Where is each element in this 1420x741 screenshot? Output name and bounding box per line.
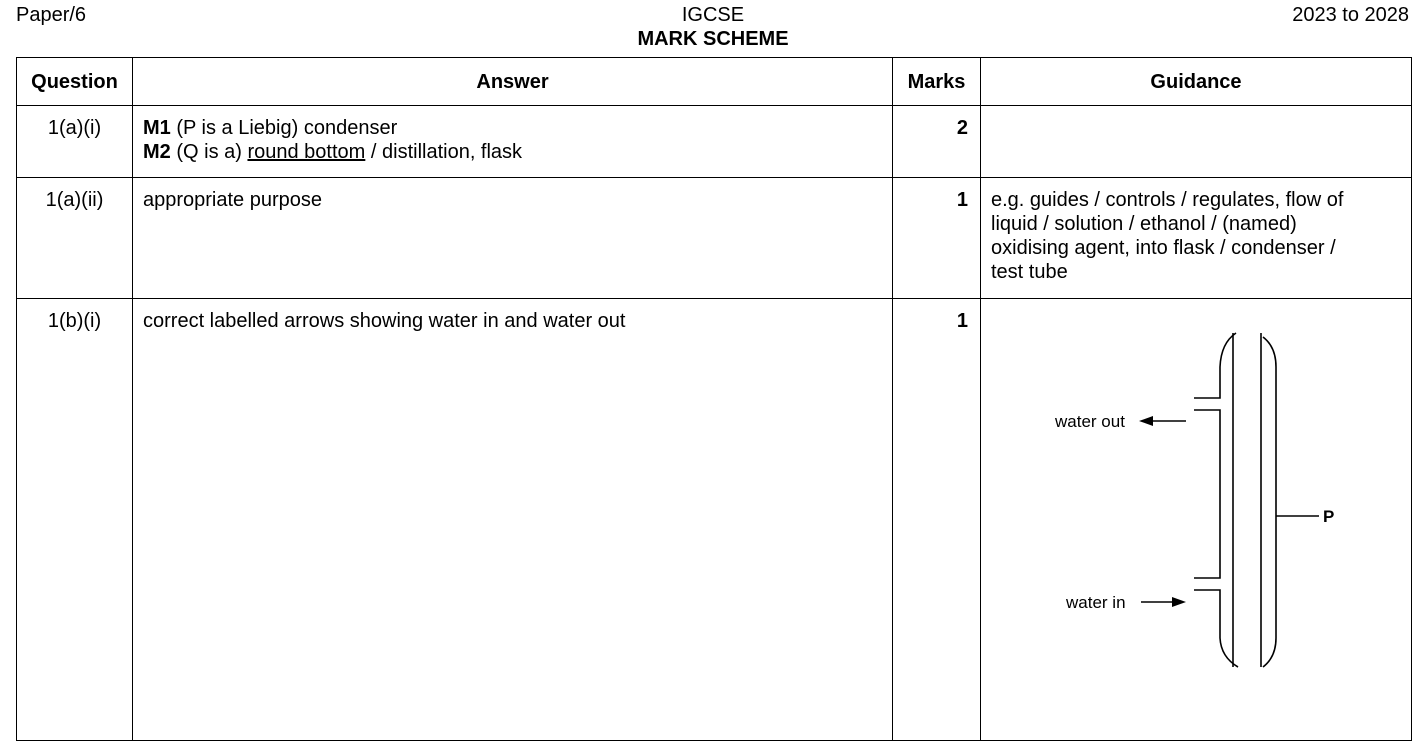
water-out-arrowhead — [1139, 416, 1153, 426]
marks-cell: 2 — [893, 106, 981, 178]
answer-cell: correct labelled arrows showing water in and water out — [133, 299, 893, 741]
guidance-line: oxidising agent, into flask / condenser / — [991, 237, 1336, 259]
guidance-line: liquid / solution / ethanol / (named) — [991, 213, 1297, 235]
condenser-outer-right — [1263, 337, 1276, 667]
col-header-answer: Answer — [133, 58, 893, 106]
col-header-marks: Marks — [893, 58, 981, 106]
condenser-outer-left — [1194, 333, 1238, 667]
m2-pre: (Q is a) — [170, 141, 248, 163]
table-row — [17, 178, 1412, 299]
table-row — [17, 106, 1412, 178]
table-row — [17, 299, 1412, 741]
col-header-question: Question — [17, 58, 133, 106]
question-cell: 1(a)(i) — [17, 106, 133, 178]
header-center — [0, 3, 1420, 51]
answer-cell — [133, 106, 893, 178]
marks-cell: 1 — [893, 178, 981, 299]
answer-line-m1 — [143, 116, 882, 140]
header-paper: Paper/6 — [16, 4, 87, 26]
guidance-line: e.g. guides / controls / regulates, flow of — [991, 189, 1344, 211]
answer-cell: appropriate purpose — [133, 178, 893, 299]
guidance-cell — [981, 106, 1412, 178]
table-header-row — [17, 58, 1412, 106]
water-out-label: water out — [1055, 412, 1125, 431]
water-in-label: water in — [1066, 593, 1126, 612]
water-in-arrowhead — [1172, 597, 1186, 607]
col-header-guidance: Guidance — [981, 58, 1412, 106]
guidance-cell — [981, 299, 1412, 741]
m2-label: M2 — [143, 141, 171, 163]
answer-line-m2 — [143, 140, 882, 164]
header-years: 2023 to 2028 — [1292, 4, 1409, 26]
m1-text: (P is a Liebig) condenser — [170, 117, 398, 139]
marks-cell: 1 — [893, 299, 981, 741]
m2-underlined: round bottom — [247, 141, 366, 163]
question-cell: 1(b)(i) — [17, 299, 133, 741]
p-label: P — [1323, 507, 1335, 526]
mark-scheme-table — [16, 57, 1412, 741]
condenser-diagram — [981, 305, 1410, 685]
header-subtitle: MARK SCHEME — [637, 28, 789, 50]
guidance-line: test tube — [991, 261, 1068, 283]
question-cell: 1(a)(ii) — [17, 178, 133, 299]
header-title: IGCSE — [681, 4, 745, 26]
m2-post: / distillation, flask — [365, 141, 523, 163]
m1-label: M1 — [143, 117, 171, 139]
guidance-cell — [981, 178, 1412, 299]
